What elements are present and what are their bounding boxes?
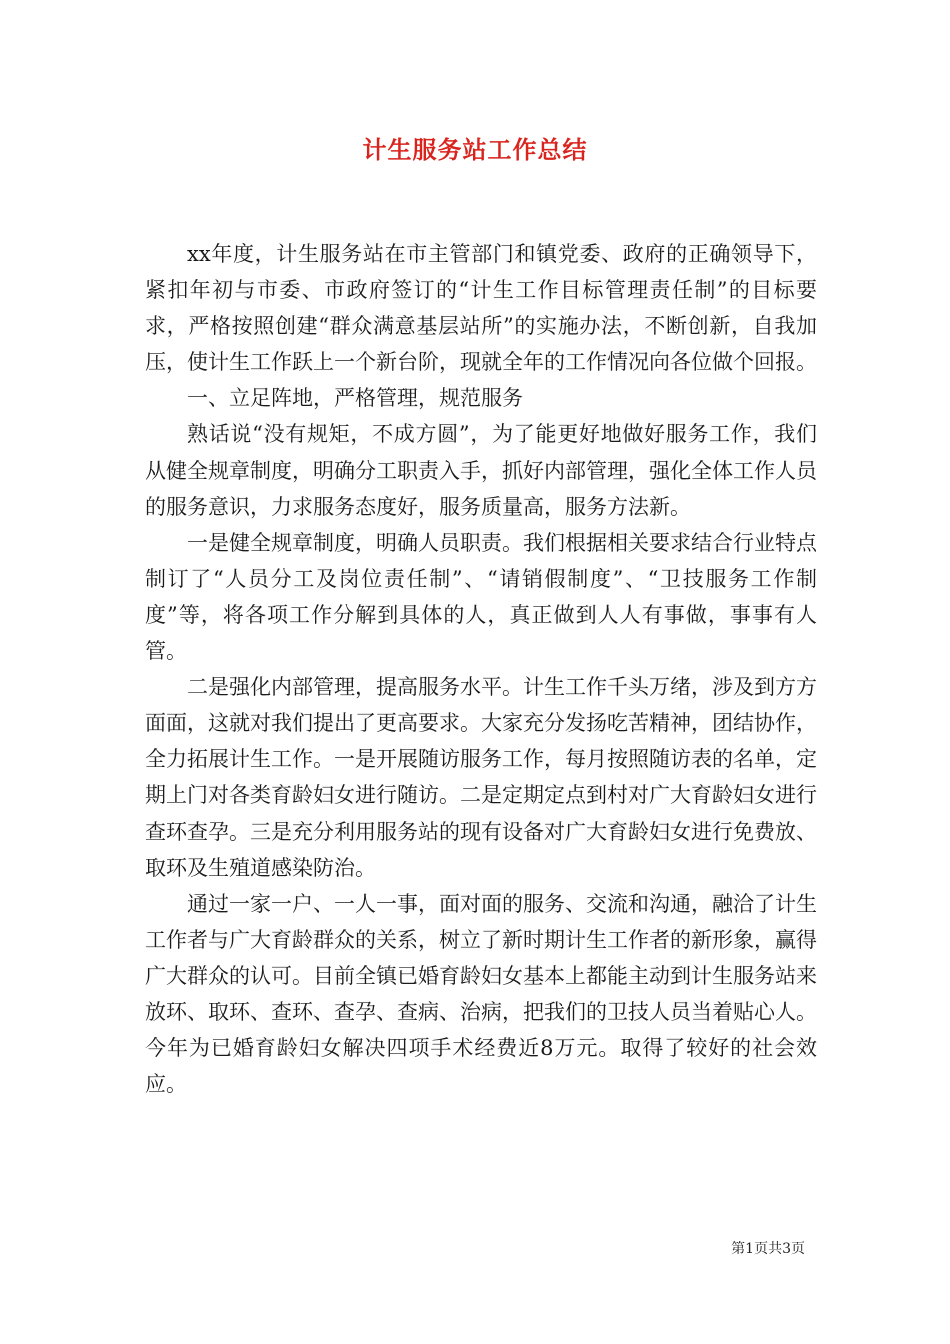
page-number: 第1页共3页 <box>731 1241 805 1257</box>
paragraph-3: 二是强化内部管理，提高服务水平。计生工作千头万绪，涉及到方方面面，这就对我们提出了更高要求。大家充分发扬吃苦精神，团结协作，全力拓展计生工作。一是开展随访服务工作，每月按照随访表的名单，定期上门对各类育龄妇女进行随访。二是定期定点到村对广大育龄妇女进行查环查孕。三是充分利用服务站的现有设备对广大育龄妇女进行免费放、取环及生殖道感染防治。 <box>145 675 817 880</box>
paragraph-2: 一是健全规章制度，明确人员职责。我们根据相关要求结合行业特点制订了“人员分工及岗位责任制”、“请销假制度”、“卫技服务工作制度”等，将各项工作分解到具体的人，真正做到人人有事做，事事有人管。 <box>145 530 817 664</box>
section-heading-1: 一、立足阵地，严格管理，规范服务 <box>187 386 523 411</box>
paragraph-intro: xx年度，计生服务站在市主管部门和镇党委、政府的正确领导下，紧扣年初与市委、市政府签订的“计生工作目标管理责任制”的目标要求，严格按照创建“群众满意基层站所”的实施办法，不断创新，自我加压，使计生工作跃上一个新台阶，现就全年的工作情况向各位做个回报。 <box>145 242 817 375</box>
document-title: 计生服务站工作总结 <box>362 135 588 164</box>
document-body <box>145 236 817 1102</box>
paragraph-4: 通过一家一户、一人一事，面对面的服务、交流和沟通，融洽了计生工作者与广大育龄群众的关系，树立了新时期计生工作者的新形象，赢得广大群众的认可。目前全镇已婚育龄妇女基本上都能主动到计生服务站来放环、取环、查环、查孕、查病、治病，把我们的卫技人员当着贴心人。今年为已婚育龄妇女解决四项手术经费近8万元。取得了较好的社会效应。 <box>145 891 817 1097</box>
paragraph-1: 熟话说“没有规矩，不成方圆”，为了能更好地做好服务工作，我们从健全规章制度，明确分工职责入手，抓好内部管理，强化全体工作人员的服务意识，力求服务态度好，服务质量高，服务方法新。 <box>145 422 817 519</box>
